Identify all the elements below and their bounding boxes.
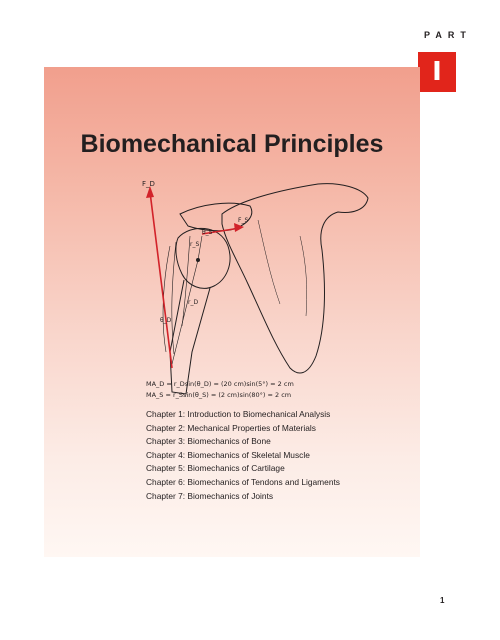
- force-s-arrowhead: [234, 223, 244, 232]
- scapula-edge-detail: [258, 220, 307, 316]
- moment-arm-d: [172, 260, 198, 364]
- chapter-item[interactable]: Chapter 5: Biomechanics of Cartilage: [146, 463, 285, 474]
- force-d-vector: [150, 192, 172, 368]
- humeral-head: [176, 228, 230, 288]
- r-s-label: r_S: [190, 241, 200, 248]
- chapter-item[interactable]: Chapter 2: Mechanical Properties of Materials: [146, 422, 316, 433]
- chapter-item[interactable]: Chapter 6: Biomechanics of Tendons and Ligaments: [146, 476, 340, 487]
- formula-ma-s: MA_S = r_Ssin(θ_S) = (2 cm)sin(80°) = 2 cm: [146, 391, 292, 399]
- chapter-item[interactable]: Chapter 7: Biomechanics of Joints: [146, 490, 274, 501]
- part-label: PART: [424, 30, 472, 40]
- shoulder-diagram: [130, 176, 370, 406]
- page-title: Biomechanical Principles: [80, 130, 384, 158]
- chapter-list: [146, 408, 340, 503]
- moment-arm-s: [198, 236, 202, 260]
- force-s-label: F_S: [238, 217, 249, 224]
- chapter-item[interactable]: Chapter 1: Introduction to Biomechanical Analysis: [146, 409, 331, 419]
- theta-s-label: θ_S: [202, 229, 213, 236]
- chapter-item[interactable]: Chapter 3: Biomechanics of Bone: [146, 436, 271, 447]
- joint-center: [196, 258, 200, 262]
- theta-d-label: θ_D: [160, 317, 172, 324]
- part-number-tab: I: [418, 52, 456, 92]
- chapter-item[interactable]: Chapter 4: Biomechanics of Skeletal Muscle: [146, 449, 310, 460]
- formula-ma-d: MA_D = r_Dsin(θ_D) = (20 cm)sin(5°) = 2 cm: [146, 380, 294, 388]
- force-d-label: F_D: [142, 180, 155, 188]
- humerus-shaft: [170, 280, 210, 394]
- scapula-outline: [222, 184, 368, 373]
- page-number: 1: [440, 596, 445, 605]
- r-d-label: r_D: [188, 299, 199, 306]
